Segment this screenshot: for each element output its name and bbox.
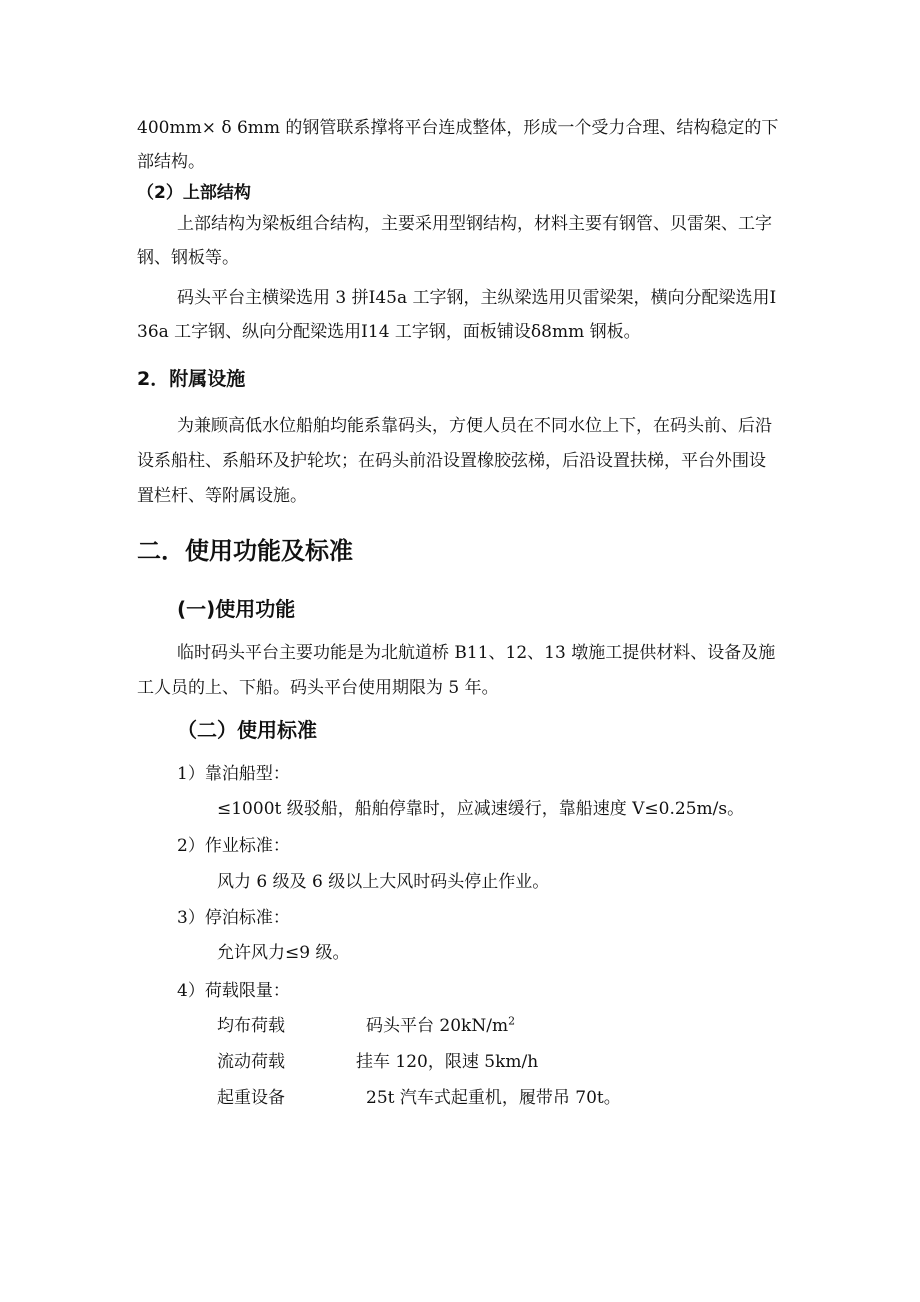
paragraph-continuation-line-2: 部结构。 bbox=[137, 152, 205, 172]
paragraph-auxiliary-line-3: 置栏杆、等附属设施。 bbox=[137, 486, 307, 506]
paragraph-beam-line-1: 码头平台主横梁选用 3 拼Ⅰ45a 工字钢，主纵梁选用贝雷梁架，横向分配梁选用Ⅰ bbox=[177, 288, 777, 308]
list-item-operation-label: 2）作业标准： bbox=[177, 836, 290, 856]
load-row-value: 挂车 120，限速 5km/h bbox=[356, 1052, 539, 1072]
subsection-title-standards: （二）使用标准 bbox=[177, 718, 317, 742]
paragraph-function-line-1: 临时码头平台主要功能是为北航道桥 B11、12、13 墩施工提供材料、设备及施 bbox=[177, 643, 776, 663]
load-row-name: 流动荷载 bbox=[217, 1052, 285, 1072]
superscript: 2 bbox=[508, 1014, 516, 1028]
paragraph-auxiliary-line-2: 设系船柱、系船环及护轮坎；在码头前沿设置橡胶弦梯，后沿设置扶梯，平台外围设 bbox=[137, 451, 766, 471]
paragraph-continuation-line-1: 400mm× δ 6mm 的钢管联系撑将平台连成整体，形成一个受力合理、结构稳定的下 bbox=[137, 118, 779, 138]
list-item-operation-text: 风力 6 级及 6 级以上大风时码头停止作业。 bbox=[217, 872, 550, 892]
list-item-mooring-label: 3）停泊标准： bbox=[177, 908, 290, 928]
list-item-load-label: 4）荷载限量： bbox=[177, 981, 290, 1001]
load-row-value: 码头平台 $20kN/m^2$ bbox=[366, 1014, 516, 1036]
chapter-title-functions-standards: 二．使用功能及标准 bbox=[137, 537, 353, 565]
subsection-title-functions: (一)使用功能 bbox=[177, 597, 296, 621]
paragraph-beam-line-2: 36a 工字钢、纵向分配梁选用Ⅰ14 工字钢，面板铺设δ8mm 钢板。 bbox=[137, 322, 641, 342]
load-row-value: 25t 汽车式起重机，履带吊 70t。 bbox=[366, 1088, 621, 1108]
paragraph-upper-line-1: 上部结构为梁板组合结构，主要采用型钢结构，材料主要有钢管、贝雷架、工字 bbox=[177, 214, 772, 234]
subsection-title-upper-structure: （2）上部结构 bbox=[137, 183, 251, 203]
paragraph-upper-line-2: 钢、钢板等。 bbox=[137, 248, 239, 268]
paragraph-function-line-2: 工人员的上、下船。码头平台使用期限为 5 年。 bbox=[137, 678, 499, 698]
load-row-name: 起重设备 bbox=[217, 1088, 285, 1108]
list-item-berthing-label: 1）靠泊船型： bbox=[177, 764, 290, 784]
paragraph-auxiliary-line-1: 为兼顾高低水位船舶均能系靠码头，方便人员在不同水位上下，在码头前、后沿 bbox=[177, 416, 772, 436]
load-row-name: 均布荷载 bbox=[217, 1016, 285, 1036]
list-item-berthing-text: ≤1000t 级驳船，船舶停靠时，应减速缓行，靠船速度 V≤0.25m/s。 bbox=[217, 799, 745, 819]
list-item-mooring-text: 允许风力≤9 级。 bbox=[217, 943, 350, 963]
section-title-auxiliary: 2．附属设施 bbox=[137, 368, 246, 390]
